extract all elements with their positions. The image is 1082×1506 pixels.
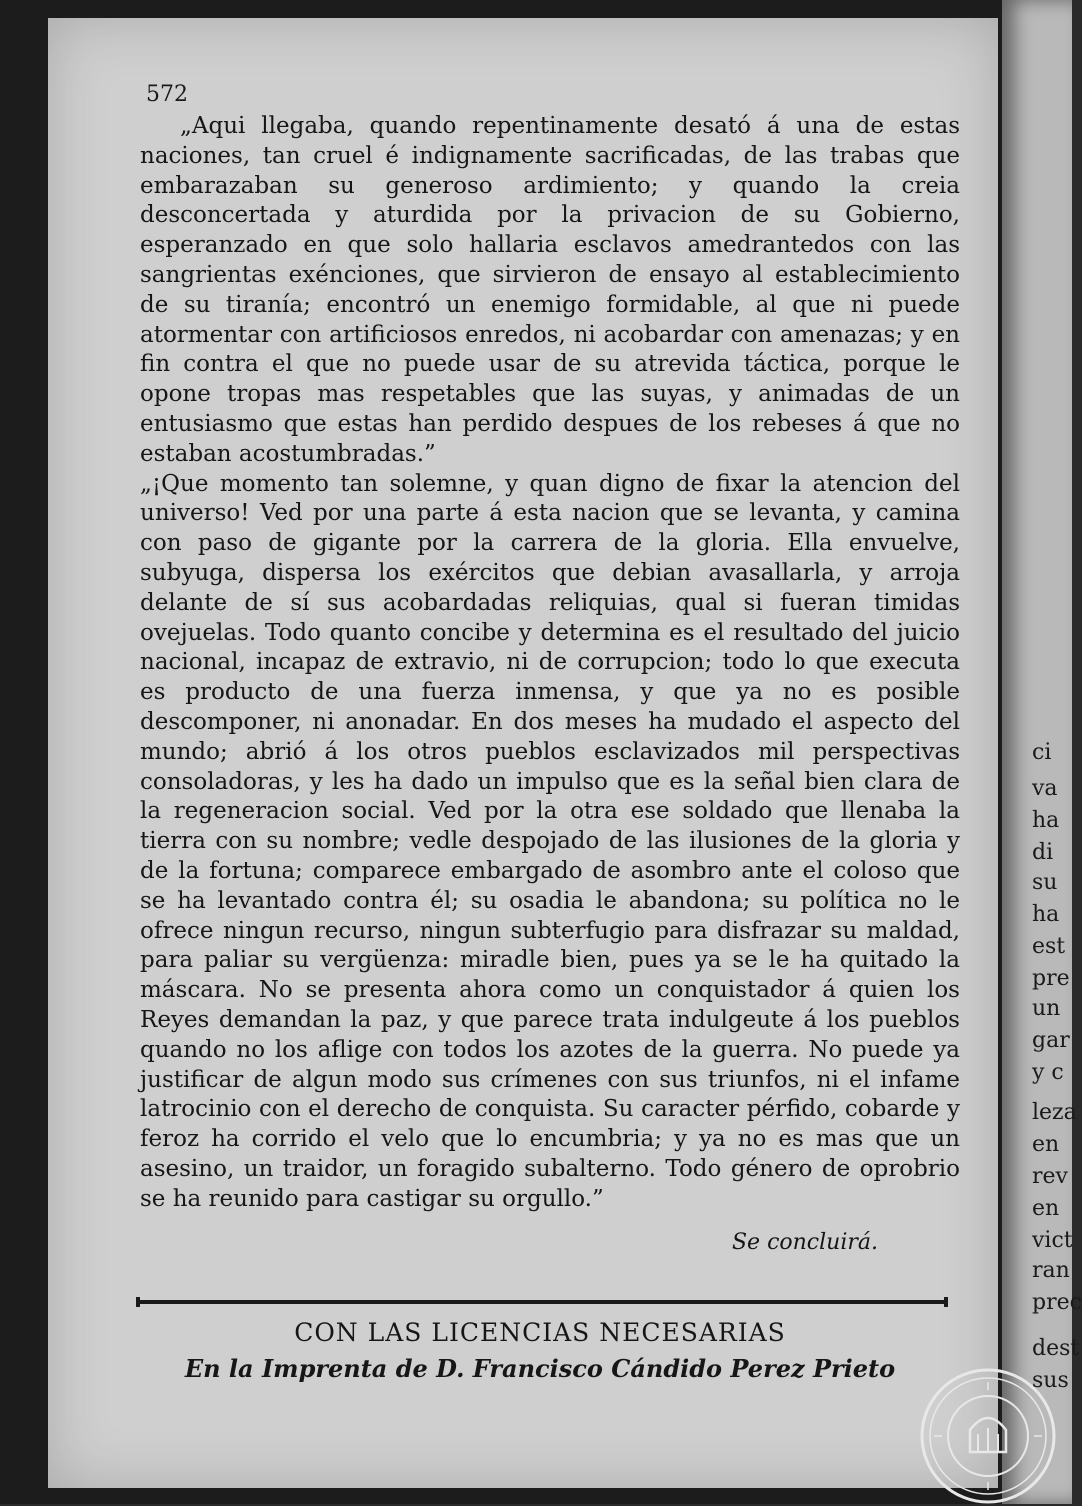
academy-seal-stamp (908, 1356, 1058, 1506)
fragment: sus (1032, 1368, 1069, 1393)
paragraph: „Aqui llegaba, quando repentinamente desató á una de estas naciones, tan cruel é indignamente sacrificadas, de las trabas que embarazaban su generoso ardimiento; y quando la creia desconcertada y aturdida por la privacion de su Gobierno, esperanzado en que solo hallaria esclavos amedrantedos con las sangrientas exénciones, que sirvieron de ensayo al establecimiento de su tiranía; encontró un enemigo formidable, al que ni puede atormentar con artificiosos enredos, ni acobardar con amenazas; y en fin contra el que no puede usar de su atrevida táctica, porque le opone tropas mas respetables que las suyas, y animadas de un entusiasmo que estas han perdido despues de los rebeses á que no estaban acostumbradas.” (140, 113, 960, 467)
fragment: va (1032, 776, 1058, 801)
license-line: CON LAS LICENCIAS NECESARIAS (294, 1318, 786, 1347)
fragment: prec (1032, 1290, 1082, 1315)
fragment: rev (1032, 1164, 1068, 1189)
fragment: su (1032, 870, 1058, 895)
fragment: ran (1032, 1258, 1070, 1283)
fragment: est (1032, 934, 1066, 959)
fragment: ha (1032, 902, 1060, 927)
fragment: pre (1032, 966, 1070, 991)
fragment: y c (1032, 1060, 1064, 1085)
page-number: 572 (146, 82, 188, 107)
fragment: en (1032, 1132, 1060, 1157)
fragment: en (1032, 1196, 1060, 1221)
fragment: ha (1032, 808, 1060, 833)
fragment: leza (1032, 1100, 1077, 1125)
adjacent-page-edge (1002, 0, 1082, 1504)
imprint-line: En la Imprenta de D. Francisco Cándido Perez Prieto (184, 1354, 896, 1383)
fragment: ci (1032, 740, 1052, 765)
continuation-note: Se concluirá. (731, 1230, 878, 1255)
fragment: un (1032, 996, 1061, 1021)
body-text (140, 112, 960, 1214)
fragment: vict (1032, 1228, 1073, 1253)
fragment: dest (1032, 1336, 1080, 1361)
fragment: di (1032, 840, 1054, 865)
fragment: gar (1032, 1028, 1070, 1053)
paragraph: „¡Que momento tan solemne, y quan digno de fixar la atencion del universo! Ved por una parte á esta nacion que se levanta, y camina con paso de gigante por la carrera de la gloria. Ella envuelve, subyuga, dispersa los exércitos que debian avasallarla, y arroja delante de sí sus acobardadas reliquias, qual si fueran timidas ovejuelas. Todo quanto concibe y determina es el resultado del juicio nacional, incapaz de extravio, ni de corrupcion; todo lo que executa es producto de una fuerza inmensa, y que ya no es posible descomponer, ni anonadar. En dos meses ha mudado el aspecto del mundo; abrió á los otros pueblos esclavizados mil perspectivas consoladoras, y les ha dado un impulso que es la señal bien clara de la regeneracion social. Ved por la otra ese soldado que llenaba la tierra con su nombre; vedle despojado de las ilusiones de la gloria y de la fortuna; comparece embargado de asombro ante el coloso que se ha levantado contra él; su osadia le abandona; su política no le ofrece ningun recurso, ningun subterfugio para disfrazar su maldad, para paliar su vergüenza: miradle bien, pues ya se le ha quitado la máscara. No se presenta ahora como un conquistador á quien los Reyes demandan la paz, y que parece trata indulgeute á los pueblos quando no los aflige con todos los azotes de la guerra. No puede ya justificar de algun modo sus crímenes con sus triunfos, ni el infame latrocinio con el derecho de conquista. Su caracter pérfido, cobarde y feroz ha corrido el velo que lo encumbria; y ya no es mas que un asesino, un traidor, un foragido subalterno. Todo género de oprobrio se ha reunido para castigar su orgullo.” (140, 470, 960, 1212)
divider-rule (136, 1300, 948, 1304)
